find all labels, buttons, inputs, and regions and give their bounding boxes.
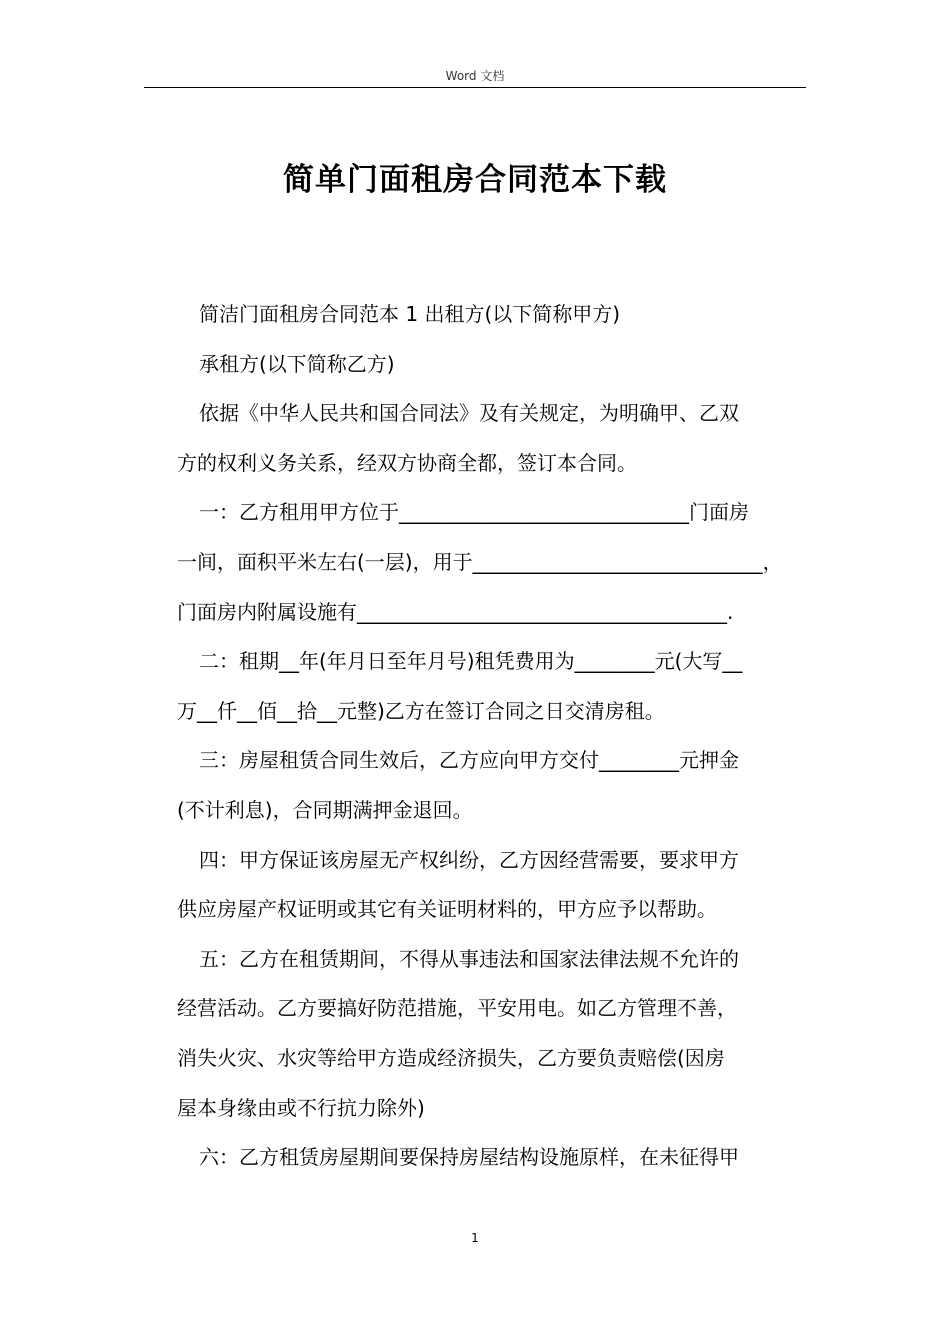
- body-line: 方的权利义务关系，经双方协商全都，签订本合同。: [177, 450, 637, 475]
- document-body: [177, 290, 807, 1183]
- body-line: 供应房屋产权证明或其它有关证明材料的，甲方应予以帮助。: [177, 897, 717, 922]
- body-line: 二：租期__年(年月日至年月号)租凭费用为________元(大写__: [199, 649, 743, 674]
- header-divider: [144, 87, 806, 88]
- body-line: 五：乙方在租赁期间，不得从事违法和国家法律法规不允许的: [199, 946, 739, 971]
- body-line: 四：甲方保证该房屋无产权纠纷，乙方因经营需要，要求甲方: [199, 847, 739, 872]
- body-line: 门面房内附属设施有_____________________________________.: [177, 599, 734, 624]
- body-line: 一间，面积平米左右(一层)，用于_____________________________，: [177, 549, 783, 574]
- body-line: (不计利息)，合同期满押金退回。: [177, 797, 473, 822]
- body-line: 屋本身缘由或不行抗力除外): [177, 1095, 425, 1120]
- body-line: 三：房屋租赁合同生效后，乙方应向甲方交付________元押金: [199, 748, 739, 773]
- body-line: 经营活动。乙方要搞好防范措施，平安用电。如乙方管理不善，: [177, 996, 737, 1021]
- body-line: 简洁门面租房合同范本 1 出租方(以下简称甲方): [199, 302, 621, 326]
- body-line: 六：乙方租赁房屋期间要保持房屋结构设施原样，在未征得甲: [199, 1145, 739, 1170]
- body-line: 依据《中华人民共和国合同法》及有关规定，为明确甲、乙双: [199, 401, 739, 426]
- body-line: 一：乙方租用甲方位于_____________________________门面房: [199, 500, 749, 525]
- body-line: 消失火灾、水灾等给甲方造成经济损失，乙方要负责赔偿(因房: [177, 1045, 725, 1070]
- page-header-label: Word 文档: [445, 69, 505, 83]
- document-title: 简单门面租房合同范本下载: [283, 162, 667, 198]
- body-line: 承租方(以下简称乙方): [199, 351, 395, 376]
- page-number: 1: [471, 1231, 479, 1245]
- body-line: 万__仟__佰__拾__元整)乙方在签订合同之日交清房租。: [177, 698, 665, 723]
